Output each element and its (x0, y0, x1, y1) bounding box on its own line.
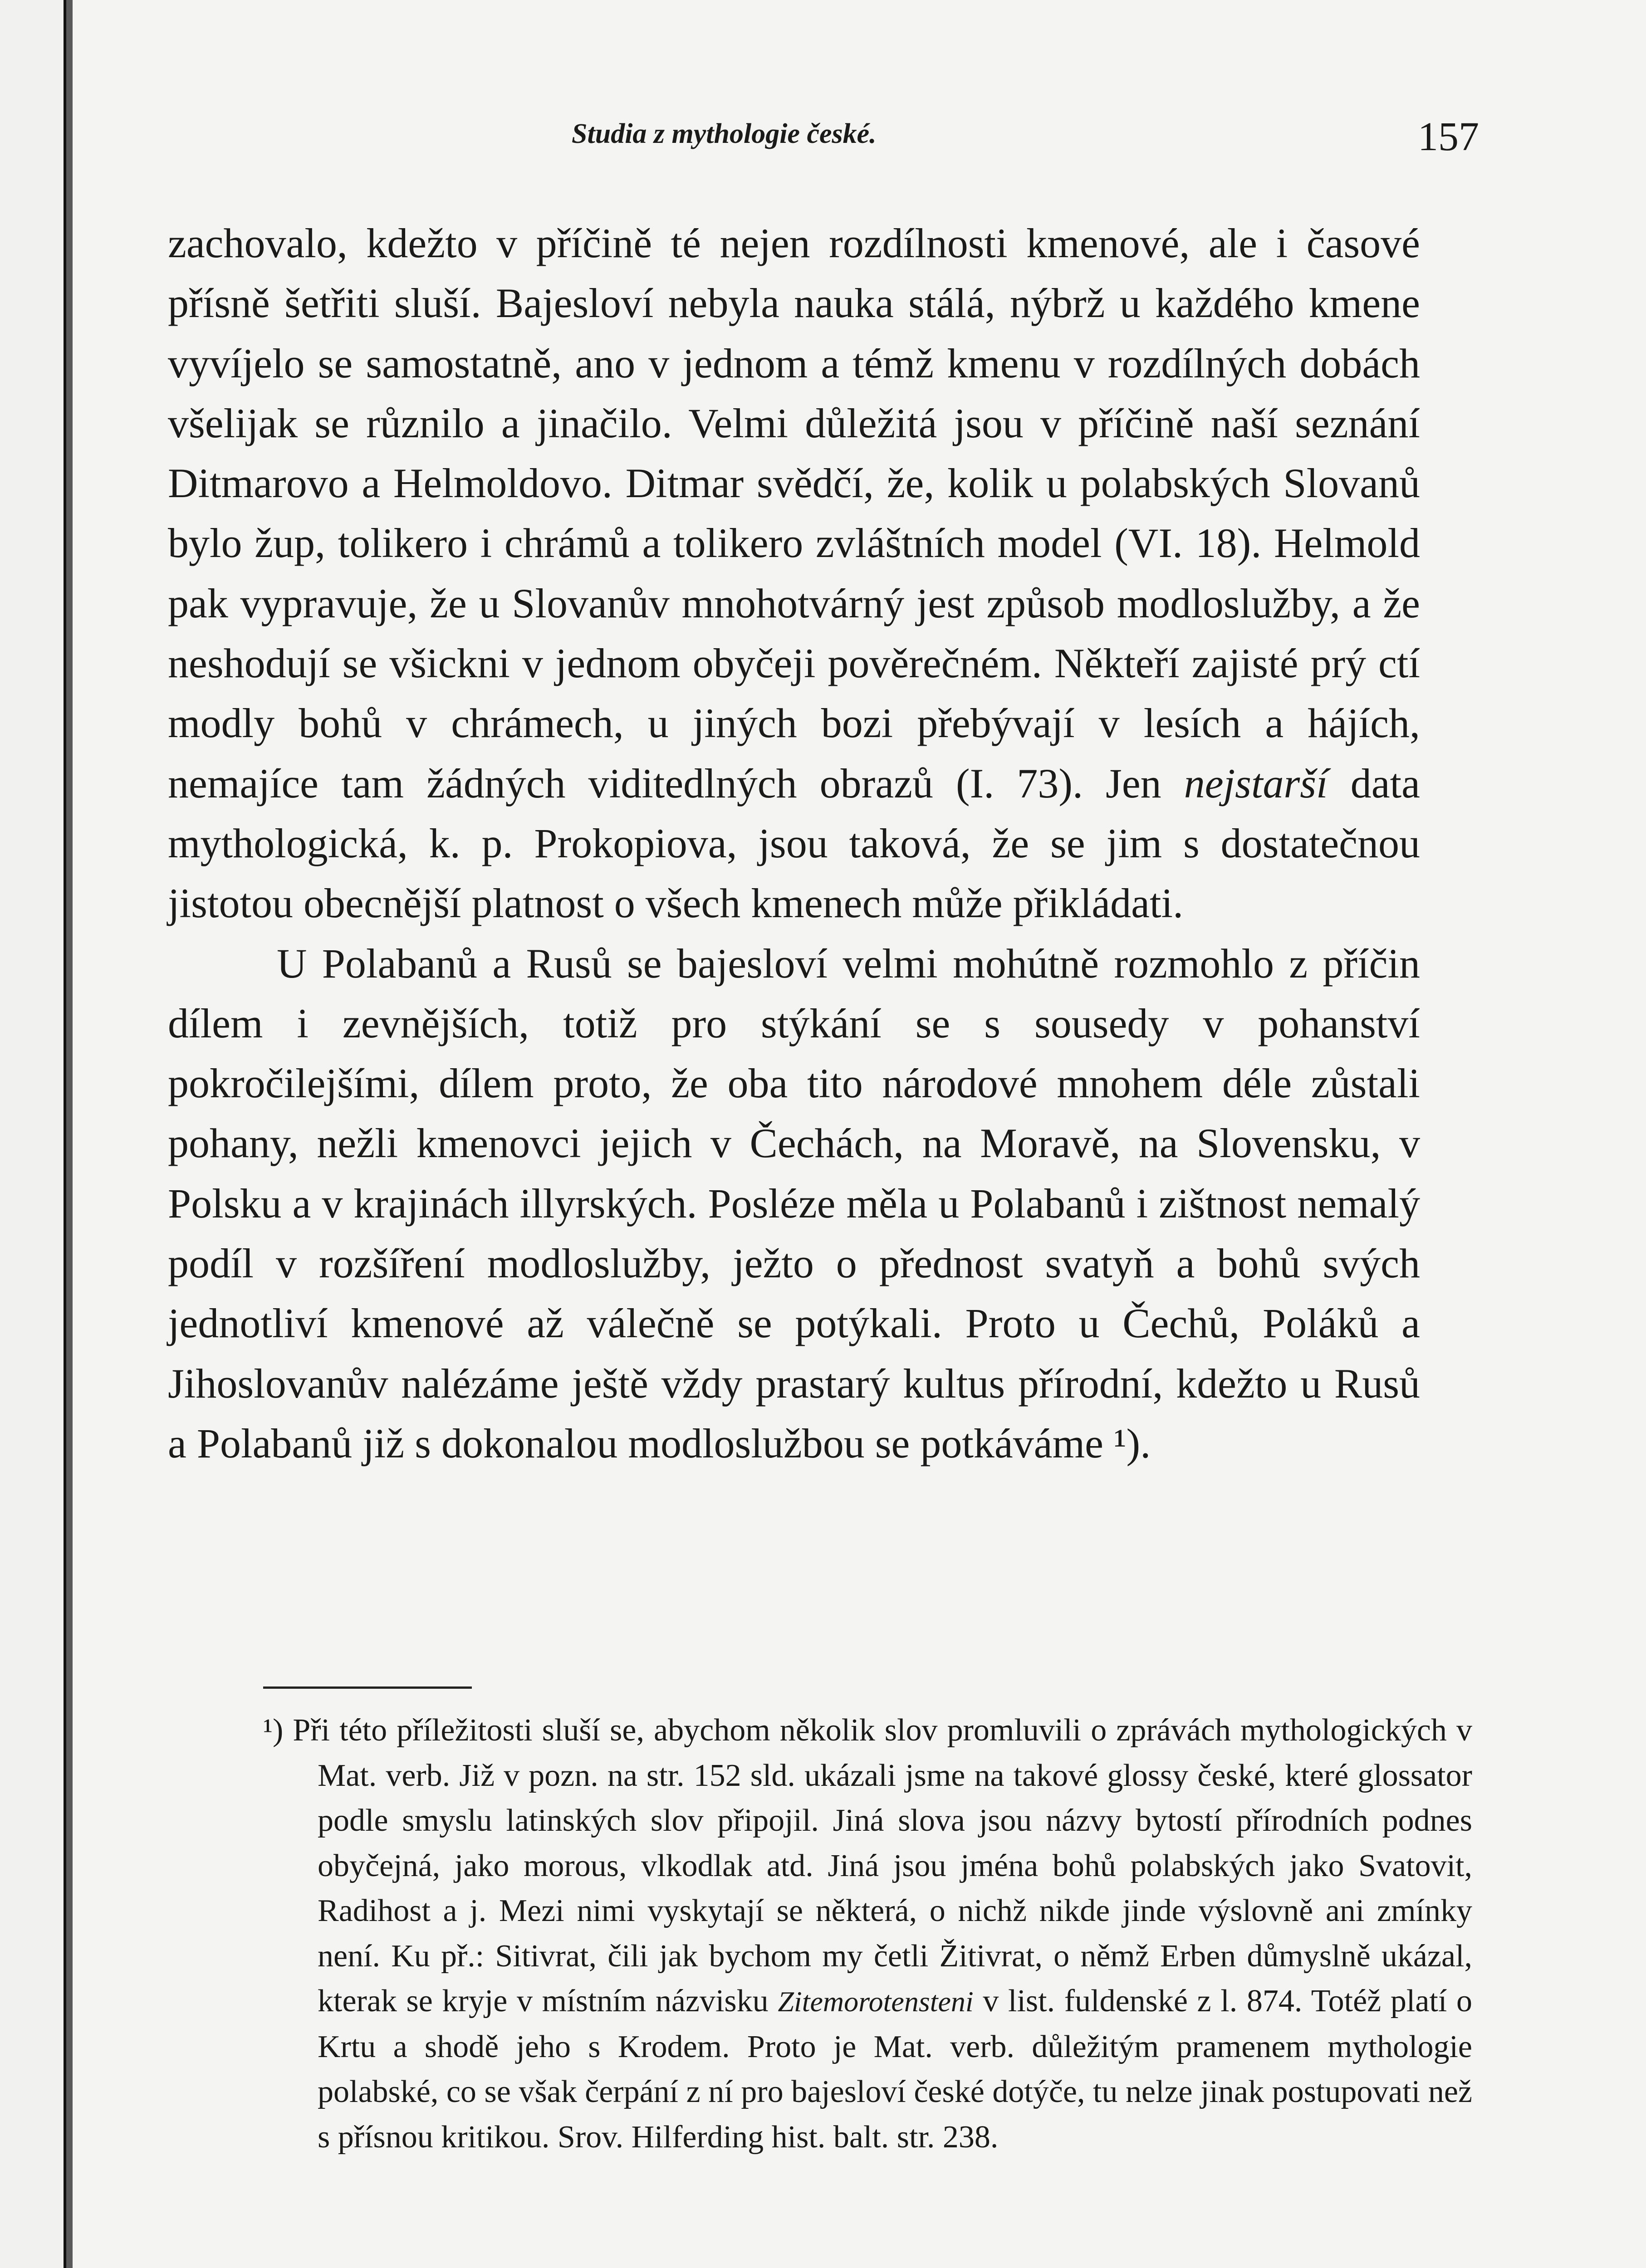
paragraph-1-text-b: data mythologická, k. p. Prokopiova, jsou taková, že se jim s dostatečnou jistotou obecnější platnost o všech kmenech může přikládati. (168, 760, 1420, 927)
emphasis-nejstarsi: nejstarší (1184, 760, 1328, 807)
footnote-paragraph (263, 1708, 1472, 2160)
footnote-text-a: Při této příležitosti sluší se, abychom několik slov promluvili o zprávách mythologických v Mat. verb. Již v pozn. na str. 152 sld. ukázali jsme na takové glossy české, které glossator podle smyslu latinských slov připojil. Jiná slova jsou názvy bytostí přírodních podnes obyčejná, jako morous, vlkodlak atd. Jiná jsou jména bohů polabských jako Svatovit, Radihost a j. Mezi nimi vyskytají se některá, o nichž nikde jinde výslovně ani zmínky není. Ku př.: Sitivrat, čili jak bychom my četli Žitivrat, o němž Erben důmyslně ukázal, kterak se kryje v místním názvisku (293, 1713, 1472, 2019)
running-title: Studia z mythologie české. (572, 118, 877, 149)
paragraph-1-text-a: zachovalo, kdežto v příčině té nejen rozdílnosti kmenové, ale i časové přísně šetřiti sluší. Bajesloví nebyla nauka stálá, nýbrž u každého kmene vyvíjelo se samostatně, ano v jednom a témž kmenu v rozdílných dobách všelijak se různilo a jinačilo. Velmi důležitá jsou v příčině naší seznání Ditmarovo a Helmoldovo. Ditmar svědčí, že, kolik u polabských Slovanů bylo žup, tolikero i chrámů a tolikero zvláštních model (VI. 18). Helmold pak vypravuje, že u Slovanův mnohotvárný jest způsob modloslužby, a že neshodují se všickni v jednom obyčeji pověrečném. Někteří zajisté prý ctí modly bohů v chrámech, u jiných bozi přebývají v lesích a hájích, nemajíce tam žádných viditedlných obrazů (I. 73). Jen (168, 220, 1420, 807)
paragraph-1 (168, 213, 1420, 934)
footnote-rule (263, 1686, 472, 1689)
footnote (263, 1708, 1472, 2160)
page-number: 157 (1418, 114, 1479, 159)
paragraph-2 (168, 934, 1420, 1474)
paragraph-2-text: U Polabanů a Rusů se bajesloví velmi mohútně rozmohlo z příčin dílem i zevnějších, totiž pro stýkání se s sousedy v pohanství pokročilejšími, dílem proto, že oba tito národové mnohem déle zůstali pohany, nežli kmenovci jejich v Čechách, na Moravě, na Slovensku, v Polsku a v krajinách illyrských. Posléze měla u Polabanů i zištnost nemalý podíl v rozšíření modloslužby, ježto o přednost svatyň a bohů svých jednotliví kmenové až válečně se potýkali. Proto u Čechů, Poláků a Jihoslovanův nalézáme ještě vždy prastarý kultus přírodní, kdežto u Rusů a Polabanů již s dokonalou modloslužbou se potkáváme (168, 940, 1420, 1466)
footnote-emphasis: Zitemorotensteni (778, 1985, 974, 2018)
footnote-mark: ¹) (263, 1713, 284, 1748)
main-text (168, 213, 1420, 1473)
book-page (73, 0, 1646, 2268)
page-header (572, 113, 1479, 163)
footnote-reference: ¹). (1113, 1420, 1151, 1466)
footnote-text-b: v list. fuldenské z l. 874. Totéž platí o Krtu a shodě jeho s Krodem. Proto je Mat. verb. důležitým pramenem mythologie polabské, co se však čerpání z ní pro bajesloví české dotýče, tu nelze jinak postupovati než s přísnou kritikou. Srov. Hilferding hist. balt. str. 238. (318, 1984, 1472, 2155)
left-page-edge (0, 0, 66, 2268)
